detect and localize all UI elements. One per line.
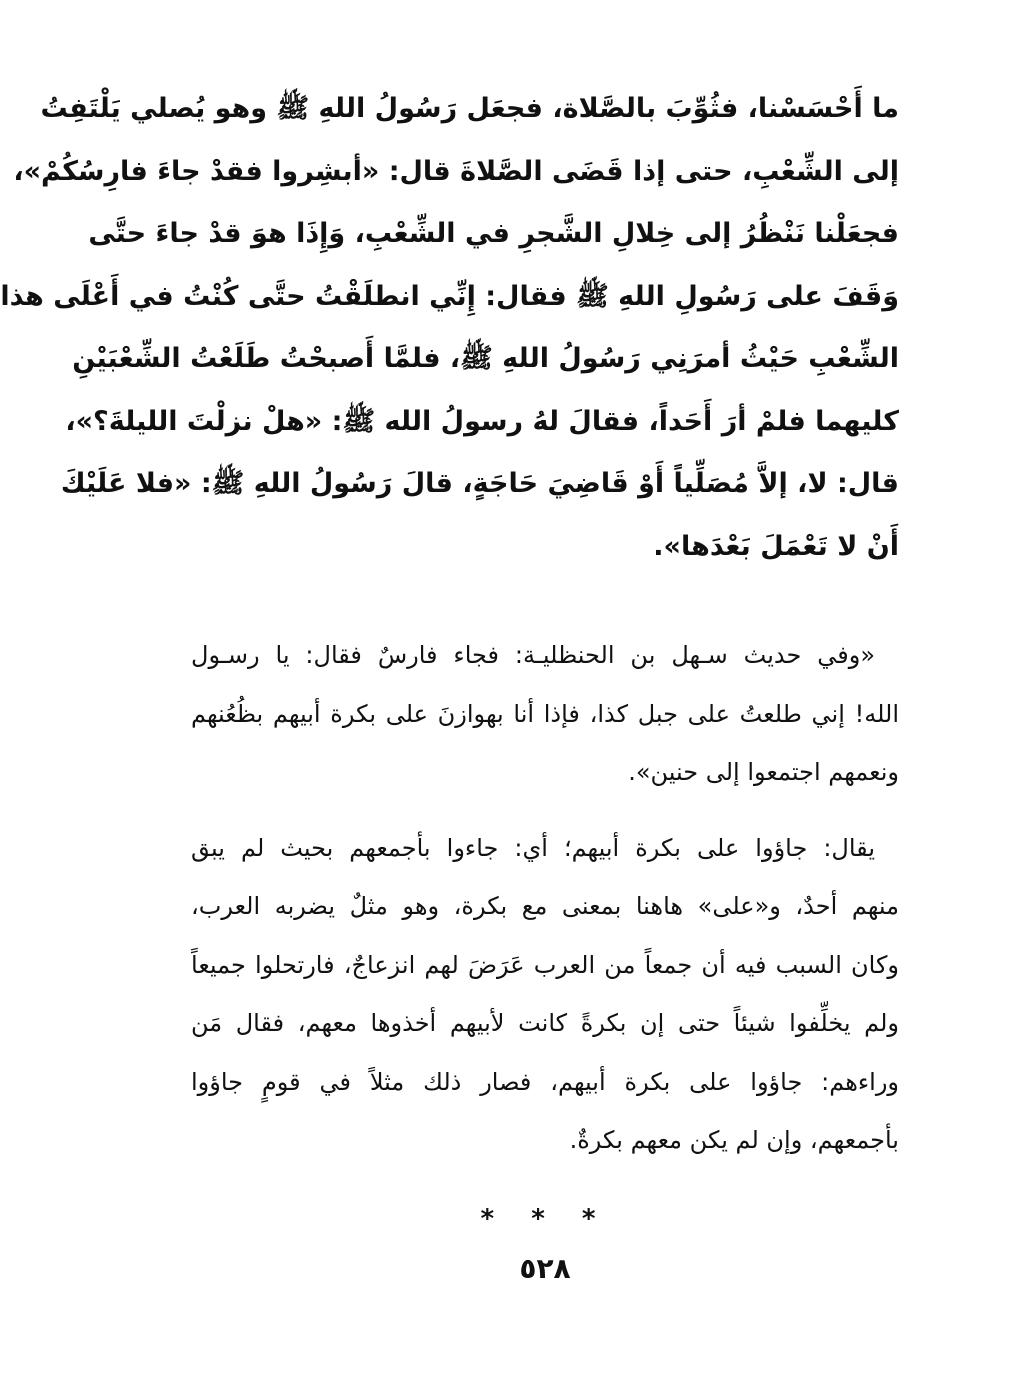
- text-line: أَنْ لا تَعْمَلَ بَعْدَها».: [653, 530, 899, 562]
- text-line: إلى الشِّعْبِ، حتى إذا قَضَى الصَّلاةَ قال: «أبشِروا فقدْ جاءَ فارِسُكُمْ»،: [13, 155, 899, 187]
- text-line: قال: لا، إلاَّ مُصَلِّياً أَوْ قَاضِيَ حَاجَةٍ، قالَ رَسُولُ اللهِ ﷺ: «فلا عَلَيْكَ: [60, 468, 899, 499]
- section-separator: * * *: [480, 1203, 610, 1234]
- commentary-paragraph: [191, 626, 899, 802]
- hadith-paragraph: [0, 78, 899, 578]
- text-line: منهم أحدٌ، و«على» هاهنا بمعنى مع بكرة، وهو مثلٌ يضربه العرب،: [191, 892, 899, 920]
- page-number: ٥٢٨: [519, 1252, 571, 1285]
- explanation-paragraph: [191, 819, 899, 1170]
- text-line: وراءهم: جاؤوا على بكرة أبيهم، فصار ذلك مثلاً في قومٍ جاؤوا: [191, 1067, 899, 1096]
- text-line: الشِّعْبِ حَيْثُ أمرَنِي رَسُولُ اللهِ ﷺ، فلمَّا أَصبحْتُ طَلَعْتُ الشِّعْبَيْنِ: [72, 343, 899, 374]
- text-line: كليهما فلمْ أرَ أَحَداً، فقالَ لهُ رسولُ الله ﷺ: «هلْ نزلْتَ الليلةَ؟»،: [65, 405, 899, 437]
- text-line: الله! إني طلعتُ على جبل كذا، فإذا أنا بهوازنَ على بكرة أبيهم بظُعُنهم: [191, 699, 899, 728]
- text-line: ونعمهم اجتمعوا إلى حنين».: [628, 758, 899, 786]
- page-body: [0, 78, 899, 1377]
- text-line: ولم يخلِّفوا شيئاً حتى إن بكرةً كانت لأبيهم أخذوها معهم، فقال مَن: [191, 1009, 899, 1037]
- text-line: وَقَفَ على رَسُولِ اللهِ ﷺ فقال: إِنِّي انطلَقْتُ حتَّى كُنْتُ في أَعْلَى هذا: [0, 280, 899, 312]
- text-line: يقال: جاؤوا على بكرة أبيهم؛ أي: جاءوا بأجمعهم بحيث لم يبق: [191, 833, 875, 862]
- text-line: وكان السبب فيه أن جمعاً من العرب عَرَضَ لهم انزعاجٌ، فارتحلوا جميعاً: [191, 950, 899, 979]
- text-line: بأجمعهم، وإن لم يكن معهم بكرةٌ.: [569, 1126, 899, 1154]
- text-line: فجعَلْنا نَنْظُرُ إلى خِلالِ الشَّجرِ في الشِّعْبِ، وَإِذَا هوَ قدْ جاءَ حتَّى: [88, 218, 899, 249]
- text-line: «وفي حديث سـهل بن الحنظليـة: فجاء فارسٌ فقال: يا رسـول: [191, 641, 875, 669]
- text-line: ما أَحْسَسْنا، فثُوِّبَ بالصَّلاة، فجعَل رَسُولُ اللهِ ﷺ وهو يُصلي يَلْتَفِتُ: [40, 93, 899, 124]
